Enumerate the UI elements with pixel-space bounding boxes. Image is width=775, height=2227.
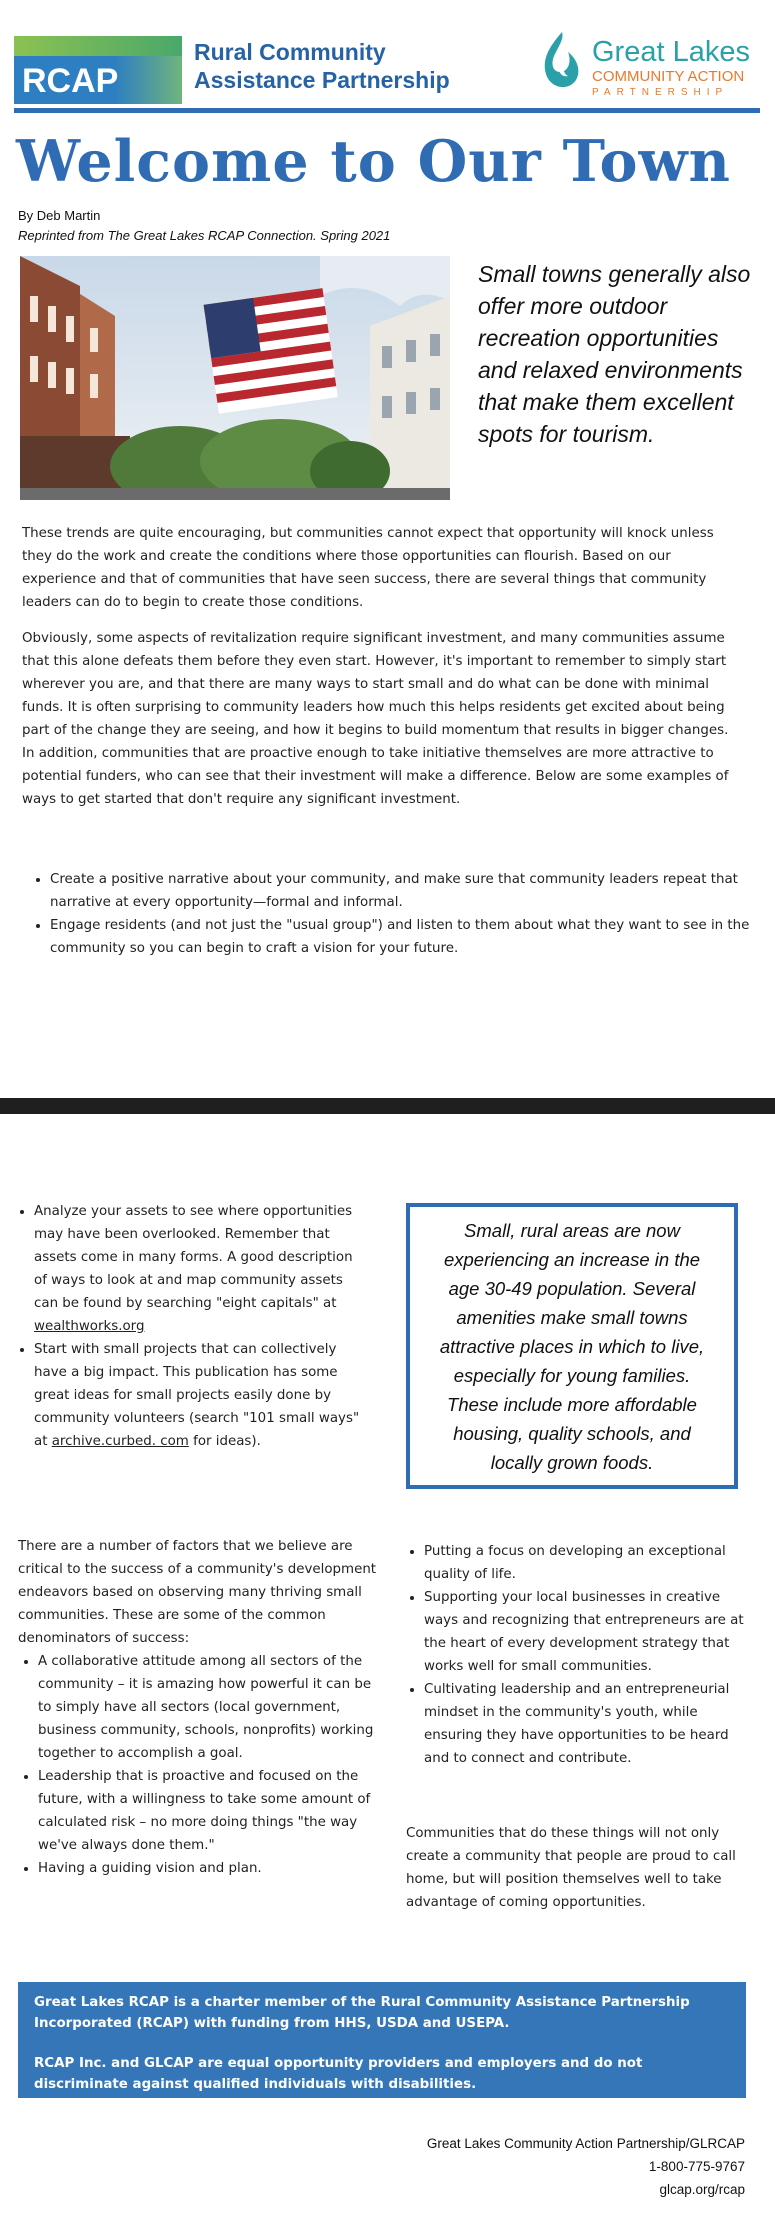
- town-street-flag-image: [20, 256, 450, 500]
- great-lakes-logo-text: Great Lakes COMMUNITY ACTION PARTNERSHIP: [592, 36, 750, 98]
- paragraph-trends: These trends are quite encouraging, but communities cannot expect that opportunity will knock unless they do the work and create the conditions where those opportunities can flourish. Based on our experience and that of communities that have seen success, there are several things that community leaders can do to begin to create those conditions.: [22, 526, 714, 610]
- list-item: • Having a guiding vision and plan.: [38, 1857, 378, 1880]
- success-factors-left: [18, 1535, 378, 1880]
- website-url[interactable]: glcap.org/rcap: [659, 2182, 745, 2197]
- getting-started-list: [28, 868, 770, 960]
- pull-quote-tourism: Small towns generally also offer more outdoor recreation opportunities and relaxed environments that make them excellent spots for tourism.: [478, 261, 751, 447]
- funding-statement: Great Lakes RCAP is a charter member of the Rural Community Assistance Partnership Incorporated (RCAP) with funding from HHS, USDA and USEPA.: [34, 1995, 690, 2031]
- list-item: • Leadership that is proactive and focused on the future, with a willingness to take some amount of calculated risk – no more doing things "the way we've always done them.": [38, 1765, 378, 1857]
- masthead: [14, 16, 760, 108]
- main-street-photo: [20, 256, 450, 500]
- list-item: • Create a positive narrative about your community, and make sure that community leaders repeat that narrative at every opportunity—formal and informal.: [50, 868, 770, 914]
- factors-intro: There are a number of factors that we believe are critical to the success of a community's development endeavors based on observing many thriving small communities. These are some of the common denominators of success:: [18, 1539, 377, 1646]
- contact-info: [427, 2132, 745, 2201]
- header-divider: [14, 108, 760, 113]
- list-item: • A collaborative attitude among all sectors of the community – it is amazing how powerful it can be to simply have all sectors (local government, business community, schools, nonprofits) working together to accomplish a goal.: [38, 1650, 378, 1765]
- page-break-band: [0, 1098, 775, 1114]
- pull-quote-box: [406, 1203, 738, 1489]
- reprint-note: Reprinted from The Great Lakes RCAP Connection. Spring 2021: [18, 228, 391, 243]
- organization-name: Great Lakes Community Action Partnership/GLRCAP: [426, 2136, 745, 2151]
- list-item: • Supporting your local businesses in creative ways and recognizing that entrepreneurs are at the heart of every development strategy that works well for small communities.: [424, 1586, 744, 1678]
- list-item: • Start with small projects that can collectively have a big impact. This publication has some great ideas for small projects easily done by community volunteers (search "101 small ways" at archive.curbed. com for ideas).: [34, 1338, 366, 1453]
- asset-bullets: [14, 1200, 366, 1453]
- phone-number: 1-800-775-9767: [648, 2159, 745, 2174]
- wealthworks-link[interactable]: wealthworks.org: [34, 1319, 145, 1334]
- page-one: [0, 0, 775, 1098]
- rcap-organization-name: Rural Community Assistance Partnership: [194, 39, 450, 93]
- article-title: Welcome to Our Town: [16, 128, 731, 195]
- byline: By Deb Martin: [18, 208, 101, 223]
- equal-opportunity-statement: RCAP Inc. and GLCAP are equal opportunity providers and employers and do not discriminate against qualified individuals with disabilities.: [34, 2056, 643, 2092]
- list-item: • Engage residents (and not just the "usual group") and listen to them about what they want to see in the community so you can begin to craft a vision for your future.: [50, 914, 770, 960]
- rcap-logo-text: RCAP: [22, 62, 119, 100]
- paragraph-revitalization: Obviously, some aspects of revitalization require significant investment, and many communities assume that this alone defeats them before they even start. However, it's important to remember to simply start wherever you are, and that there are many ways to start small and do what can be done with minimal funds. It is often surprising to community leaders how much this helps residents get excited about being part of the change they are seeing, and how it begins to build momentum that results in bigger changes. In addition, communities that are proactive enough to take initiative themselves are more attractive to potential funders, who can see that their investment will make a difference. Below are some examples of ways to get started that don't require any significant investment.: [22, 631, 729, 807]
- list-item: • Analyze your assets to see where opportunities may have been overlooked. Remember that assets come in many forms. A good description of ways to look at and map community assets can be found by searching "eight capitals" at wealthworks.org: [34, 1200, 366, 1338]
- success-factors-right: [404, 1540, 744, 1770]
- rcap-logo: [14, 36, 182, 104]
- closing-paragraph: Communities that do these things will not only create a community that people are proud to call home, but will position themselves well to take advantage of coming opportunities.: [406, 1826, 736, 1910]
- flame-water-logo-icon: [538, 30, 582, 94]
- funding-notice-box: [18, 1982, 746, 2098]
- pull-quote-population: Small, rural areas are now experiencing an increase in the age 30-49 population. Several amenities make small towns attractive places in which to live, especially for young families. These include more affordable housing, quality schools, and locally grown foods.: [439, 1219, 705, 1473]
- list-item: • Cultivating leadership and an entrepreneurial mindset in the community's youth, while ensuring they have opportunities to be heard and to connect and contribute.: [424, 1678, 744, 1770]
- list-item: • Putting a focus on developing an exceptional quality of life.: [424, 1540, 744, 1586]
- curbed-link[interactable]: archive.curbed. com: [51, 1434, 189, 1449]
